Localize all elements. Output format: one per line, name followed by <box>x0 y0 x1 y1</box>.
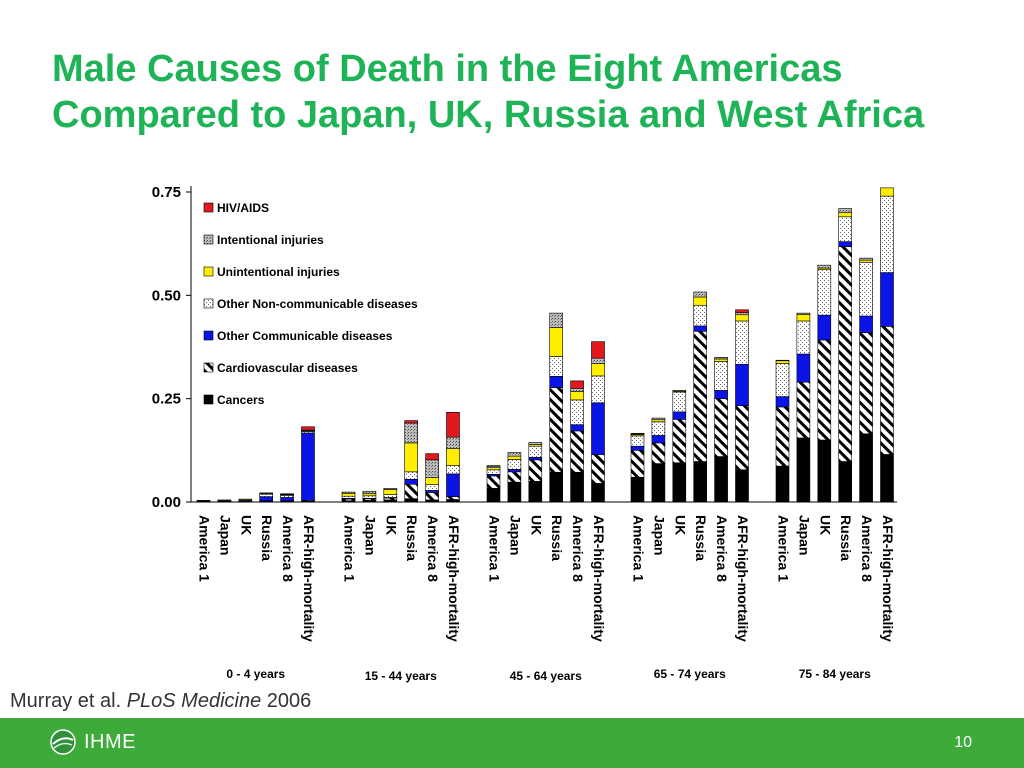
bar-segment-cancers <box>736 470 749 502</box>
bar-segment-other_ncd <box>776 364 789 397</box>
bar-segment-unintentional <box>797 314 810 321</box>
x-axis <box>197 515 897 683</box>
bar-segment-hiv <box>736 310 749 313</box>
bar-segment-unintentional <box>652 420 665 422</box>
bar-segment-other_communicable <box>260 497 273 501</box>
legend-label: Other Non-communicable diseases <box>217 297 418 311</box>
x-tick-label: UK <box>383 515 400 536</box>
bar-segment-other_communicable <box>715 390 728 398</box>
legend-label: Other Communicable diseases <box>217 329 393 343</box>
x-tick-label: America 8 <box>714 515 731 582</box>
bar-segment-intentional <box>736 313 749 315</box>
bar <box>550 313 563 502</box>
bar-segment-unintentional <box>715 359 728 361</box>
bar-segment-other_communicable <box>302 433 315 500</box>
citation-journal: PLoS Medicine <box>126 690 262 712</box>
legend-item <box>204 393 265 407</box>
bar-segment-other_communicable <box>652 435 665 442</box>
bar-segment-hiv <box>487 466 500 467</box>
bar <box>239 499 252 502</box>
bar-segment-other_ncd <box>592 376 605 403</box>
x-tick-label: UK <box>817 515 834 536</box>
bar-segment-cardiovascular <box>631 450 644 477</box>
bar-segment-other_ncd <box>260 494 273 496</box>
legend-label: Intentional injuries <box>217 233 324 247</box>
bar-segment-unintentional <box>426 478 439 485</box>
bar <box>529 442 542 502</box>
bar <box>508 452 521 502</box>
bar-segment-cancers <box>673 463 686 502</box>
bar-segment-cancers <box>592 483 605 502</box>
bar-segment-intentional <box>384 488 397 489</box>
x-tick-label: America 1 <box>486 515 503 582</box>
bar-segment-cancers <box>881 454 894 502</box>
bar <box>218 500 231 502</box>
x-tick-label: UK <box>528 515 545 536</box>
x-tick-label: Japan <box>651 515 668 556</box>
bar-segment-other_ncd <box>363 496 376 498</box>
bar-segment-intentional <box>529 442 542 444</box>
bar-segment-other_ncd <box>447 466 460 474</box>
bar-segment-unintentional <box>839 213 852 217</box>
slide-title-line-1: Male Causes of Death in the Eight Americas <box>52 48 843 90</box>
bar-segment-cardiovascular <box>818 340 831 440</box>
x-tick-label: UK <box>238 515 255 536</box>
bar-segment-intentional <box>363 491 376 493</box>
bar-segment-cardiovascular <box>550 388 563 473</box>
y-tick-label: 0.50 <box>151 287 181 305</box>
bar-segment-cardiovascular <box>860 333 873 434</box>
bar-segment-intentional <box>426 460 439 478</box>
bar <box>405 421 418 502</box>
bar <box>797 313 810 502</box>
bar-segment-intentional <box>447 437 460 449</box>
bar-segment-other_communicable <box>529 457 542 459</box>
bar-segment-cancers <box>384 500 397 502</box>
age-group-label: 45 - 64 years <box>509 669 582 683</box>
bar <box>260 493 273 502</box>
bar-segment-intentional <box>405 423 418 443</box>
x-tick-label: Russia <box>404 515 421 561</box>
age-group-label: 65 - 74 years <box>653 667 726 681</box>
bar <box>592 342 605 502</box>
x-tick-label: Japan <box>507 515 524 556</box>
bar-segment-other_communicable <box>673 412 686 419</box>
bar-segment-unintentional <box>881 188 894 196</box>
bar-segment-other_ncd <box>673 392 686 412</box>
bar-segment-intentional <box>673 390 686 391</box>
bar <box>818 265 831 502</box>
bar-segment-other_ncd <box>508 459 521 469</box>
footer-bar <box>0 718 1024 768</box>
bar-segment-cancers <box>631 477 644 502</box>
bar-segment-hiv <box>571 381 584 388</box>
bar-segment-cancers <box>652 464 665 502</box>
legend-swatch <box>204 299 213 308</box>
citation <box>10 690 311 713</box>
x-tick-label: America 1 <box>630 515 647 582</box>
age-group-1 <box>197 427 315 502</box>
bar-segment-other_ncd <box>839 217 852 242</box>
bar <box>447 412 460 502</box>
x-tick-label: America 1 <box>775 515 792 582</box>
bar-segment-unintentional <box>592 364 605 376</box>
bar-segment-unintentional <box>405 443 418 472</box>
bar-segment-unintentional <box>487 468 500 470</box>
bar-segment-cardiovascular <box>571 431 584 472</box>
x-tick-label: America 1 <box>196 515 213 582</box>
bar-segment-cancers <box>694 461 707 502</box>
bar <box>652 418 665 502</box>
x-tick-label: AFR-high-mortality <box>735 515 751 642</box>
bar-segment-other_communicable <box>736 364 749 405</box>
bar-segment-unintentional <box>447 449 460 466</box>
bar-segment-intentional <box>860 258 873 260</box>
bar-segment-cancers <box>715 457 728 502</box>
bar-segment-other_communicable <box>508 469 521 471</box>
y-tick-label: 0.25 <box>151 390 181 408</box>
bar-segment-intentional <box>571 388 584 391</box>
x-tick-label: Russia <box>549 515 566 561</box>
legend-swatch <box>204 267 213 276</box>
bar-segment-cardiovascular <box>694 331 707 461</box>
bar-segment-cancers <box>776 466 789 502</box>
bar <box>342 492 355 502</box>
bar-segment-cardiovascular <box>797 382 810 438</box>
bar-segment-cardiovascular <box>881 326 894 454</box>
bar-segment-other_communicable <box>839 242 852 247</box>
bar-segment-intentional <box>550 313 563 327</box>
bar-segment-cancers <box>447 500 460 502</box>
bar-segment-cancers <box>818 440 831 502</box>
bar-segment-intentional <box>776 360 789 361</box>
age-group-2 <box>342 412 460 502</box>
bar <box>694 292 707 502</box>
bar <box>715 357 728 502</box>
age-group-3 <box>487 313 605 502</box>
bar <box>860 258 873 502</box>
bar-segment-other_communicable <box>881 273 894 327</box>
bar-segment-cancers <box>860 434 873 502</box>
legend-item <box>204 297 418 311</box>
bar-segment-intentional <box>715 357 728 359</box>
bar-segment-cancers <box>405 499 418 502</box>
legend-swatch <box>204 363 213 372</box>
bar-segment-unintentional <box>736 315 749 321</box>
bar-segment-other_communicable <box>571 425 584 431</box>
bar-segment-cardiovascular <box>426 492 439 499</box>
logo-text: IHME <box>84 730 136 753</box>
x-tick-label: UK <box>672 515 689 536</box>
bar <box>673 390 686 502</box>
citation-year: 2006 <box>261 690 312 712</box>
age-group-label: 0 - 4 years <box>226 667 286 681</box>
page-number: 10 <box>954 734 972 751</box>
bar-segment-other_communicable <box>426 490 439 492</box>
bar-segment-other_communicable <box>405 479 418 484</box>
bar-segment-intentional <box>818 265 831 268</box>
legend-label: Unintentional injuries <box>217 265 340 279</box>
ihme-logo <box>50 729 136 755</box>
legend-item <box>204 265 340 279</box>
bar <box>631 433 644 502</box>
legend-swatch <box>204 203 213 212</box>
bar-segment-other_ncd <box>384 495 397 498</box>
bar-segment-cardiovascular <box>592 454 605 483</box>
bar <box>881 188 894 502</box>
bar-segment-other_communicable <box>860 316 873 333</box>
bar-segment-other_ncd <box>342 496 355 498</box>
bar-segment-other_ncd <box>860 262 873 316</box>
bar-segment-unintentional <box>571 392 584 400</box>
globe-icon <box>50 729 76 755</box>
bar-segment-other_ncd <box>818 270 831 315</box>
bar-segment-other_communicable <box>550 376 563 387</box>
bar-segment-other_communicable <box>797 354 810 382</box>
bar-segment-other_ncd <box>281 495 294 497</box>
age-group-4 <box>631 292 749 502</box>
age-group-label: 15 - 44 years <box>364 669 437 683</box>
x-tick-label: Japan <box>217 515 234 556</box>
bar-segment-unintentional <box>239 499 252 500</box>
bar-segment-other_ncd <box>487 470 500 475</box>
bar-segment-cardiovascular <box>508 472 521 482</box>
bar <box>197 500 210 502</box>
bar-segment-cardiovascular <box>715 399 728 457</box>
bar-segment-hiv <box>281 494 294 495</box>
bar-segment-other_communicable <box>776 397 789 407</box>
bar <box>487 466 500 502</box>
bar-segment-intentional <box>260 493 273 494</box>
bar-segment-cardiovascular <box>652 443 665 464</box>
bar-segment-other_ncd <box>529 446 542 457</box>
y-tick-label: 0.00 <box>151 494 181 511</box>
bar-segment-unintentional <box>197 500 210 501</box>
bar-segment-unintentional <box>860 260 873 262</box>
bar-segment-intentional <box>839 209 852 213</box>
bar-segment-hiv <box>631 433 644 434</box>
bar <box>281 494 294 502</box>
bar-segment-cancers <box>550 472 563 502</box>
bar <box>736 310 749 502</box>
x-tick-label: Russia <box>259 515 276 561</box>
bar-segment-cancers <box>571 472 584 502</box>
bar-segment-cancers <box>529 481 542 502</box>
x-tick-label: Russia <box>838 515 855 561</box>
bar <box>571 381 584 502</box>
bar-segment-cancers <box>839 461 852 502</box>
bar-segment-cardiovascular <box>487 476 500 488</box>
y-tick-label: 0.75 <box>151 184 181 201</box>
bar-segment-cardiovascular <box>673 419 686 462</box>
x-tick-label: AFR-high-mortality <box>446 515 462 642</box>
slide-title-line-2: Compared to Japan, UK, Russia and West Africa <box>52 94 925 136</box>
bar-segment-cardiovascular <box>447 497 460 500</box>
bar-segment-unintentional <box>384 490 397 495</box>
bar-segment-unintentional <box>508 456 521 459</box>
bar-segment-unintentional <box>342 493 355 496</box>
bar <box>776 360 789 502</box>
bar-segment-cancers <box>508 482 521 502</box>
bar-segment-hiv <box>592 342 605 359</box>
legend-item <box>204 329 393 343</box>
bar-segment-unintentional <box>550 328 563 357</box>
bar-segment-other_ncd <box>426 485 439 491</box>
bar-segment-hiv <box>426 454 439 460</box>
legend-swatch <box>204 395 213 404</box>
bar-segment-other_communicable <box>631 446 644 450</box>
bar-segment-other_communicable <box>592 403 605 455</box>
bar-segment-cancers <box>797 438 810 502</box>
bar <box>302 427 315 502</box>
bar-segment-other_ncd <box>571 400 584 425</box>
legend-swatch <box>204 331 213 340</box>
x-tick-label: AFR-high-mortality <box>880 515 896 642</box>
bar-segment-cardiovascular <box>529 460 542 481</box>
bar-segment-hiv <box>302 427 315 430</box>
bar-segment-other_ncd <box>652 422 665 436</box>
bar-segment-other_communicable <box>447 474 460 497</box>
bar <box>363 491 376 502</box>
bar <box>384 488 397 502</box>
x-tick-label: Japan <box>362 515 379 556</box>
x-tick-label: America 8 <box>425 515 442 582</box>
bar <box>426 454 439 502</box>
legend-item <box>204 361 358 375</box>
x-tick-label: America 1 <box>341 515 358 582</box>
bar-segment-cardiovascular <box>776 407 789 466</box>
bar-segment-other_ncd <box>736 321 749 364</box>
age-group-5 <box>776 188 894 502</box>
bar-segment-unintentional <box>694 297 707 305</box>
x-tick-label: America 8 <box>859 515 876 582</box>
bar-segment-cancers <box>487 488 500 502</box>
x-tick-label: America 8 <box>570 515 587 582</box>
bar-segment-unintentional <box>363 494 376 496</box>
bar-segment-cancers <box>426 500 439 502</box>
citation-author: Murray et al. <box>10 690 127 712</box>
bar-segment-intentional <box>694 292 707 297</box>
x-tick-label: AFR-high-mortality <box>301 515 317 642</box>
x-tick-label: America 8 <box>280 515 297 582</box>
legend <box>204 201 418 407</box>
bar-segment-intentional <box>797 313 810 314</box>
bar-segment-cardiovascular <box>839 247 852 462</box>
bar-segment-other_communicable <box>281 497 294 500</box>
bar-segment-other_ncd <box>715 361 728 390</box>
legend-label: Cancers <box>217 393 265 407</box>
legend-swatch <box>204 235 213 244</box>
legend-item <box>204 233 324 247</box>
bar-segment-other_ncd <box>797 321 810 354</box>
bar-segment-other_communicable <box>818 315 831 340</box>
bar-segment-cardiovascular <box>405 484 418 498</box>
legend-item <box>204 201 269 215</box>
legend-label: HIV/AIDS <box>217 201 270 215</box>
bar-segment-hiv <box>447 412 460 437</box>
bar <box>839 209 852 502</box>
bar-segment-other_ncd <box>405 472 418 479</box>
bar-segment-other_ncd <box>631 436 644 446</box>
bar-segment-other_ncd <box>881 196 894 272</box>
bar-segment-cardiovascular <box>736 406 749 470</box>
bar-segment-unintentional <box>218 500 231 501</box>
bar-segment-other_ncd <box>694 305 707 326</box>
age-group-label: 75 - 84 years <box>798 667 871 681</box>
bar-segment-intentional <box>592 358 605 363</box>
x-tick-label: Russia <box>693 515 710 561</box>
legend-label: Cardiovascular diseases <box>217 361 358 375</box>
bar-segment-other_ncd <box>550 357 563 377</box>
x-tick-label: AFR-high-mortality <box>591 515 607 642</box>
x-tick-label: Japan <box>796 515 813 556</box>
bar-segment-intentional <box>342 492 355 493</box>
bar-segment-other_communicable <box>694 326 707 331</box>
bar-segment-hiv <box>405 421 418 423</box>
bar-segment-intentional <box>508 452 521 456</box>
bar-segment-intentional <box>652 418 665 420</box>
